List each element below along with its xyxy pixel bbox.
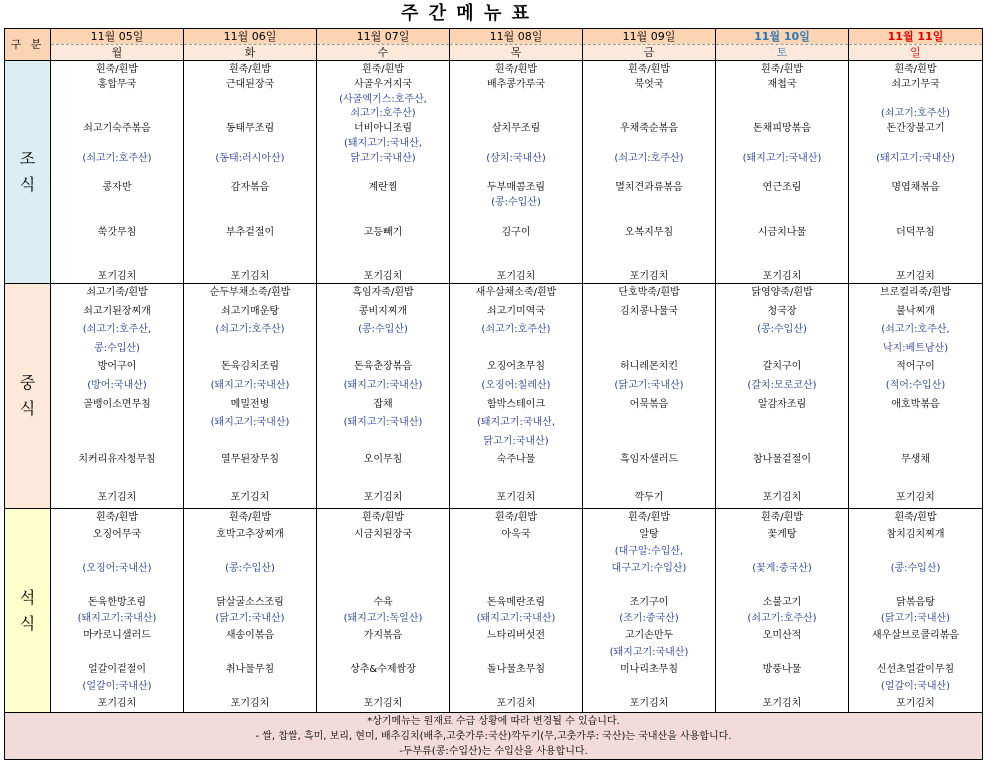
menu-item: 단호박죽/흰밥 [618,287,680,298]
menu-item: 불낙찌개 [896,305,935,317]
menu-item: 쇠고기무국 [891,78,940,90]
weekday-row [5,45,983,61]
menu-item: 재첩국 [767,78,797,90]
menu-item: 소불고기 [762,596,802,608]
menu-item: 북엇국 [634,78,664,90]
menu-item: 쑥갓무침 [97,226,137,238]
menu-item: 흰죽/흰밥 [894,64,937,75]
menu-item: 김구이 [501,226,531,238]
day-date-3: 11월 08일 [450,29,583,45]
origin-note: (돼지고기:국내산) [876,152,955,164]
day-date-2: 11월 07일 [317,29,450,45]
origin-note: (닭고기:국내산) [880,613,951,625]
menu-item: 흰죽/흰밥 [494,64,537,75]
menu-item: 포기김치 [762,491,802,503]
menu-item: 포기김치 [97,491,137,503]
menu-item: 돈간장불고기 [886,123,945,135]
origin-note: 닭고기:국내산) [483,435,549,447]
menu-item: 근대된장국 [225,78,275,90]
origin-note: (쇠고기:호주산) [747,613,817,625]
menu-item: 사골우거지국 [354,78,412,90]
date-row [5,29,983,45]
menu-item: 청국장 [767,305,797,317]
menu-item: 돈육한방조림 [88,596,146,608]
origin-note: (얼갈이:국내산) [82,681,152,692]
origin-note: (얼갈이:국내산) [880,681,951,692]
origin-note: (쇠고기:호주산) [215,324,285,336]
menu-item: 포기김치 [97,271,137,283]
origin-note: (돼지고기:국내산) [210,417,290,429]
menu-item: 알감자조림 [757,398,807,410]
day-date-0: 11월 05일 [51,29,184,45]
menu-item: 포기김치 [496,697,536,709]
note-line: - 쌀, 찹쌀, 흑미, 보리, 현미, 배추김치(배추,고춧가루:국산)깍두기(무,고춧가루: 국산)는 국내산을 사용합니다. [255,730,732,742]
origin-note: (돼지고기:국내산) [742,152,822,164]
dinner-day-2 [317,509,450,713]
origin-note: (콩:수입산) [491,197,541,209]
menu-item: 숙주나물 [496,454,536,466]
origin-note: (방어:국내산) [87,380,147,391]
origin-note: 콩:수입산) [94,342,140,354]
origin-note: (쇠고기:호주산) [880,108,951,120]
breakfast-day-0 [51,61,184,284]
menu-item: 오이무침 [363,454,403,466]
menu-item: 오징어무국 [92,528,142,540]
lunch-day-6 [849,284,983,509]
day-date-1: 11월 06일 [184,29,317,45]
origin-note: (돼지고기:국내산) [343,417,423,429]
origin-note: 대구고기:수입산) [611,562,687,574]
lunch-day-2 [317,284,450,509]
origin-note: (동태:러시아산) [215,152,285,164]
menu-item: 참나물겉절이 [753,454,811,466]
origin-note: (쇠고기:호주산, [881,324,950,336]
menu-item: 포기김치 [230,697,270,709]
origin-note: (적어:수입산) [885,380,946,391]
gubun-header: 구 분 [5,29,51,61]
breakfast-row [5,61,983,284]
breakfast-day-4 [583,61,716,284]
menu-item: 알탕 [639,528,659,540]
menu-item: 고등빼기 [363,226,403,238]
menu-item: 얼갈이겉절이 [88,664,146,676]
menu-item: 새송이볶음 [225,630,275,642]
menu-item: 쇠고기죽/흰밥 [86,287,148,298]
origin-note: (돼지고기:국내산) [210,380,290,391]
menu-item: 연근조림 [762,182,802,194]
menu-item: 치커리유자청무침 [78,454,156,466]
menu-item: 오징어초무침 [487,361,545,373]
notes-row [5,713,983,760]
lunch-label-char: 중 [19,373,36,392]
dinner-day-3 [450,509,583,713]
lunch-day-4 [583,284,716,509]
menu-item: 포기김치 [896,271,935,283]
menu-item: 조기구이 [629,596,669,608]
origin-note: (돼지고기:국내산, [476,417,556,429]
menu-item: 흑임자죽/흰밥 [352,287,414,298]
menu-item: 포기김치 [363,697,403,709]
origin-note: (돼지고기:국내산, [343,138,423,149]
menu-item: 함박스테이크 [487,398,545,410]
menu-item: 쇠고기된장찌개 [83,305,151,317]
menu-item: 포기김치 [496,491,536,503]
origin-note: (돼지고기:국내산) [476,613,556,625]
menu-item: 포기김치 [496,271,536,283]
menu-item: 닭볶음탕 [896,596,935,608]
day-weekday-4: 금 [583,45,716,61]
menu-item: 상추&수제쌈장 [350,664,416,676]
notes-cell [5,713,983,760]
origin-note: (오징어:칠레산) [481,380,551,391]
menu-item: 돈육메란조림 [487,596,545,608]
menu-item: 부추겉절이 [225,226,275,238]
menu-item: 가지볶음 [363,630,403,642]
menu-item: 흰죽/흰밥 [95,64,138,75]
origin-note: (삼치:국내산) [486,152,546,164]
origin-note: (닭고기:국내산) [215,613,285,625]
origin-note: 낙지:베트남산) [882,342,949,354]
origin-note: (쇠고기:호주산) [481,324,551,336]
origin-note: (꽃게:중국산) [752,562,812,574]
day-weekday-0: 월 [51,45,184,61]
menu-item: 멸치견과류볶음 [615,182,683,194]
lunch-day-1 [184,284,317,509]
dinner-day-5 [716,509,849,713]
menu-item: 느타리버섯전 [487,630,545,642]
day-weekday-3: 목 [450,45,583,61]
menu-item: 호박고추장찌개 [216,528,284,540]
menu-item: 돈채피망볶음 [753,123,811,135]
menu-item: 잡채 [373,398,393,410]
dinner-day-0 [51,509,184,713]
dinner-label [5,509,51,713]
menu-item: 콩자반 [102,182,132,194]
menu-item: 오복지무침 [624,226,674,238]
menu-item: 방풍나물 [762,664,802,676]
menu-item: 취나물무침 [225,664,275,676]
dinner-day-1 [184,509,317,713]
menu-item: 흰죽/흰밥 [361,512,404,523]
origin-note: (갈치:모로코산) [747,380,817,391]
origin-note: (쇠고기:호주산) [82,152,152,164]
menu-item: 새우살브로콜리볶음 [872,630,959,642]
menu-item: 어묵볶음 [629,398,669,410]
dinner-day-6 [849,509,983,713]
menu-item: 포기김치 [363,491,403,503]
menu-item: 신선초얼갈이무침 [876,664,955,676]
menu-item: 흰죽/흰밥 [627,64,670,75]
lunch-label [5,284,51,509]
menu-item: 콩비지찌개 [358,305,408,317]
menu-item: 포기김치 [896,697,935,709]
lunch-day-5 [716,284,849,509]
menu-item: 흰죽/흰밥 [760,64,803,75]
menu-item: 흰죽/흰밥 [228,64,271,75]
menu-item: 두부매콤조림 [487,182,545,194]
menu-item: 마카로니샐러드 [83,630,151,642]
breakfast-day-3 [450,61,583,284]
menu-item: 홍합무국 [97,78,137,90]
origin-note: (콩:수입산) [890,562,941,574]
menu-item: 허니레몬치킨 [620,361,678,373]
lunch-row [5,284,983,509]
menu-item: 포기김치 [762,697,802,709]
menu-item: 순두부채소죽/흰밥 [209,287,291,298]
menu-item: 배추콩가루국 [487,78,545,90]
menu-item: 흰죽/흰밥 [361,64,404,75]
dinner-label-char: 식 [19,613,36,633]
menu-item: 포기김치 [97,697,137,709]
menu-item: 흰죽/흰밥 [627,512,670,523]
day-date-4: 11월 09일 [583,29,716,45]
breakfast-label-char: 조 [19,149,36,168]
menu-item: 포기김치 [629,697,669,709]
origin-note: (사골엑기스:호주산, [339,93,427,105]
menu-item: 시금치된장국 [354,528,412,540]
menu-item: 김치콩나물국 [620,305,678,317]
dinner-row [5,509,983,713]
breakfast-day-6 [849,61,983,284]
breakfast-day-1 [184,61,317,284]
menu-item: 애호박볶음 [891,398,940,410]
menu-item: 쇠고기숙주볶음 [83,123,151,135]
origin-note: (돼지고기:국내산) [609,647,689,659]
day-weekday-2: 수 [317,45,450,61]
menu-item: 적어구이 [896,361,935,373]
origin-note: (닭고기:국내산) [614,380,684,391]
menu-item: 쇠고기매운탕 [221,305,279,317]
dinner-label-char: 석 [19,587,36,607]
menu-item: 흰죽/흰밥 [95,512,138,523]
menu-item: 오미산적 [762,630,802,642]
menu-item: 포기김치 [896,491,935,503]
menu-table [4,28,983,760]
menu-item: 돈육춘장볶음 [354,361,412,373]
menu-item: 흰죽/흰밥 [494,512,537,523]
origin-note: (쇠고기:호주산, [82,324,152,336]
menu-item: 새우살채소죽/흰밥 [475,287,557,298]
menu-item: 흑임자샐러드 [620,454,678,466]
menu-item: 방어구이 [97,361,137,373]
dinner-day-4 [583,509,716,713]
origin-note: (콩:수입산) [225,562,275,574]
breakfast-day-5 [716,61,849,284]
day-weekday-6: 일 [849,45,983,61]
menu-item: 갈치구이 [762,361,802,373]
menu-item: 우채죽순볶음 [620,123,678,135]
menu-item: 깍두기 [634,491,664,503]
breakfast-label [5,61,51,284]
menu-item: 열무된장무침 [221,454,279,466]
origin-note: (콩:수입산) [358,324,408,336]
menu-item: 고기손만두 [624,630,674,642]
menu-item: 흰죽/흰밥 [228,512,271,523]
day-date-5: 11월 10일 [716,29,849,45]
menu-item: 참치김치찌개 [886,528,945,540]
lunch-label-char: 식 [19,399,36,418]
menu-item: 돌나물초무침 [487,664,545,676]
origin-note: 닭고기:국내산) [350,152,416,164]
breakfast-day-2 [317,61,450,284]
origin-note: (쇠고기:호주산) [614,152,684,164]
menu-item: 무생채 [901,454,930,466]
menu-item: 아욱국 [501,528,531,540]
origin-note: (돼지고기:국내산) [343,380,423,391]
menu-item: 쇠고기미역국 [487,305,545,317]
menu-item: 포기김치 [363,271,403,283]
menu-item: 브로컬리죽/흰밥 [880,287,951,298]
menu-item: 흰죽/흰밥 [760,512,803,523]
menu-item: 포기김치 [629,271,669,283]
menu-item: 포기김치 [762,271,802,283]
menu-item: 흰죽/흰밥 [894,512,937,523]
menu-item: 메밀전병 [230,398,270,410]
menu-item: 명엽채볶음 [891,182,940,194]
day-weekday-1: 화 [184,45,317,61]
menu-item: 시금치나물 [757,226,807,238]
menu-item: 계란찜 [368,182,398,194]
menu-item: 더덕무침 [896,226,935,238]
origin-note: (대구알:수입산, [614,545,684,557]
menu-item: 동태무조림 [225,123,275,135]
origin-note: 쇠고기:호주산) [350,108,416,120]
origin-note: (돼지고기:독일산) [343,613,423,625]
menu-item: 삼치무조림 [491,123,541,135]
menu-item: 미나리초무침 [620,664,678,676]
lunch-day-3 [450,284,583,509]
day-date-6: 11월 11일 [849,29,983,45]
breakfast-label-char: 식 [19,175,36,194]
menu-item: 포기김치 [230,491,270,503]
menu-item: 감자볶음 [230,182,270,194]
origin-note: (조기:중국산) [619,613,679,625]
menu-item: 포기김치 [230,271,270,283]
menu-item: 꽃게탕 [767,528,797,540]
menu-item: 너비아니조림 [354,123,412,135]
origin-note: (콩:수입산) [757,324,807,336]
menu-item: 수육 [373,596,393,608]
note-line: -두부류(콩:수입산)는 수입산을 사용합니다. [399,745,588,757]
lunch-day-0 [51,284,184,509]
origin-note: (돼지고기:국내산) [77,613,157,625]
origin-note: (오징어:국내산) [82,562,152,574]
page-title: 주 간 메 뉴 표 [400,3,531,24]
day-weekday-5: 토 [716,45,849,61]
note-line: *상기메뉴는 원재료 수급 상황에 따라 변경될 수 있습니다. [367,715,620,727]
menu-item: 골뱅이소면무침 [83,398,151,410]
menu-item: 닭영양죽/흰밥 [751,287,813,298]
menu-item: 돈육김치조림 [221,361,279,373]
menu-item: 닭살굴소스조림 [216,596,284,608]
